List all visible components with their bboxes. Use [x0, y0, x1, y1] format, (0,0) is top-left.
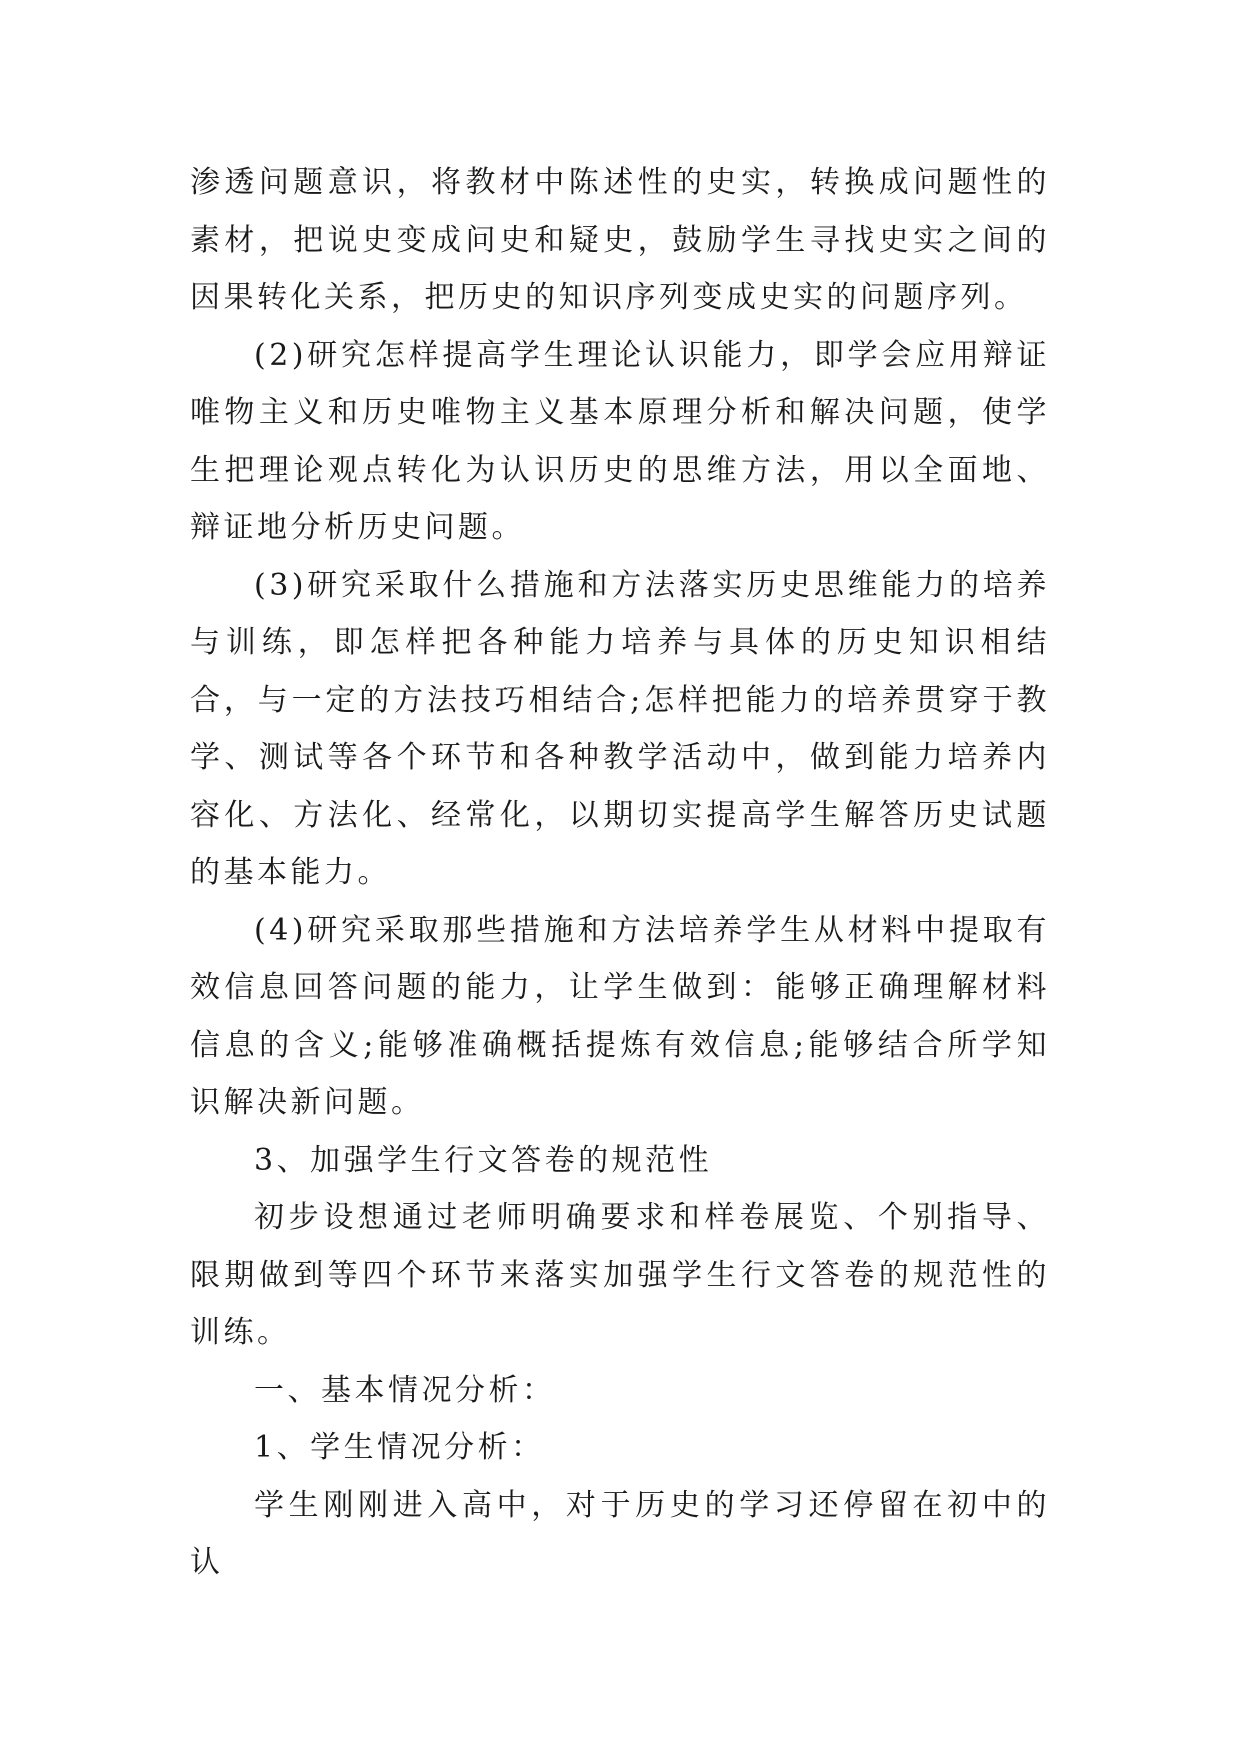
paragraph-intro: 渗透问题意识，将教材中陈述性的史实，转换成问题性的素材，把说史变成问史和疑史，鼓励学生寻找史实之间的因果转化关系，把历史的知识序列变成史实的问题序列。 [190, 165, 1050, 315]
paragraph-item-2: (2)研究怎样提高学生理论认识能力，即学会应用辩证唯物主义和历史唯物主义基本原理分析和解决问题，使学生把理论观点转化为认识历史的思维方法，用以全面地、辩证地分析历史问题。 [190, 337, 1050, 545]
paragraph-item-3: (3)研究采取什么措施和方法落实历史思维能力的培养与训练，即怎样把各种能力培养与具体的历史知识相结合，与一定的方法技巧相结合;怎样把能力的培养贯穿于教学、测试等各个环节和各种教学活动中，做到能力培养内容化、方法化、经常化，以期切实提高学生解答历史试题的基本能力。 [190, 567, 1050, 890]
paragraph-student-analysis: 学生刚刚进入高中，对于历史的学习还停留在初中的认 [190, 1487, 1050, 1580]
section-heading-basic-analysis: 一、基本情况分析： [254, 1372, 556, 1408]
paragraph-section-3: 初步设想通过老师明确要求和样卷展览、个别指导、限期做到等四个环节来落实加强学生行文答卷的规范性的训练。 [190, 1200, 1050, 1350]
paragraph-item-4: (4)研究采取那些措施和方法培养学生从材料中提取有效信息回答问题的能力，让学生做到：能够正确理解材料信息的含义;能够准确概括提炼有效信息;能够结合所学知识解决新问题。 [190, 912, 1050, 1120]
section-heading-3: 3、加强学生行文答卷的规范性 [254, 1142, 713, 1178]
document-body [190, 154, 1050, 1592]
subheading-student-analysis: 1、学生情况分析： [254, 1430, 545, 1465]
